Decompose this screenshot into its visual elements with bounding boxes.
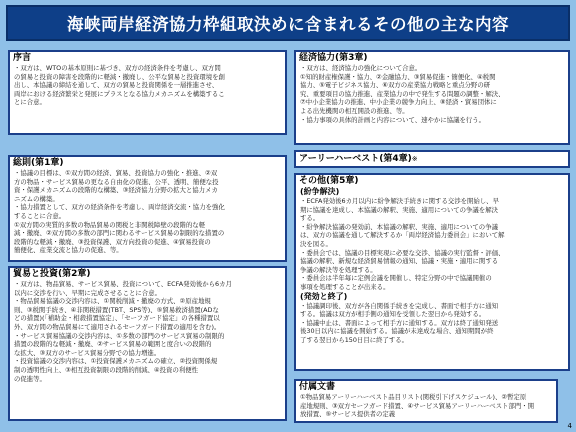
text-line: ⑦中小企業協力の推進、中小企業の競争力向上、⑧経済・貿易団体に: [300, 98, 497, 107]
trade-box: [8, 266, 287, 421]
annex-heading: 付属文書: [299, 382, 336, 392]
slide-title: 海峡両岸経済協力枠組取決めに含まれるその他の主な内容: [67, 15, 509, 34]
economic-box: [294, 50, 570, 145]
text-line: ・双方は、WTOの基本原則に基づき、双方の経済条件を考慮し、双方間: [14, 64, 221, 72]
text-line: は、双方の協議を通して解決するか「両岸経済協力委員会」において解: [300, 231, 505, 240]
dispute-subheading: (紛争解決): [300, 187, 340, 196]
economic-body: [296, 64, 568, 124]
text-line: 制の透明性向上、③相互投資制限の段階的削減、④投資の利便性: [14, 365, 199, 374]
text-line: 減・撤廃、②双方間の多数の部門に関わるサービス貿易の制限的な措置の: [14, 229, 225, 238]
annex-body: [296, 393, 556, 419]
text-line: ・協力事項の具体的計画と内容について、速やかに協議を行う。: [300, 115, 486, 124]
text-line: 決を図る。: [300, 239, 332, 248]
preamble-body: [10, 64, 285, 107]
general-heading: 総則(第1章): [13, 158, 64, 168]
text-line: ・委員会では、協議の目標実現に必要な交渉、協議の実行監督・評価、: [300, 248, 505, 257]
text-line: 資・保護メカニズムの段階的な構築、③経済協力分野の拡大と協力メカ: [14, 186, 218, 195]
text-line: 外、双方間の物品貿易にて適用されるセーフガード措置の適用を含む)。: [14, 322, 221, 331]
text-line: する。: [300, 214, 320, 223]
text-line: ・ECFA発効後6カ月以内に紛争解決手続きに関する交渉を開始し、早: [300, 197, 499, 205]
text-line: ①双方間の実質的多数の物品貿易の関税と非関税障壁の段階的な軽: [14, 220, 206, 229]
text-line: な拡大、③双方のサービス貿易分野での協力増進。: [14, 348, 161, 357]
text-line: 後30日以内に協議を開始する。協議が未達成な場合、通知期間が終: [300, 327, 494, 336]
text-line: ・物品貿易協議の交渉内容は、①関税削減・撤廃の方式、②原産地規: [14, 297, 211, 306]
annex-box: [294, 379, 558, 423]
text-line: 簡便化、産業交流と協力の促進、等。: [14, 246, 123, 255]
page-number: 4: [567, 422, 572, 430]
slide-title-bar: [6, 5, 570, 41]
general-box: [8, 155, 287, 262]
text-line: どの措置)(「補助金・相殺措置協定」、「セーフガード協定」の各種措置以: [14, 314, 220, 323]
others-box: [294, 173, 570, 371]
text-line: ・サービス貿易協議の交渉内容は、①多数の部門のサービス貿易の制限的: [14, 331, 225, 340]
trade-body: [10, 280, 285, 383]
text-line: 出し、本協議の締結を通して、双方の貿易と投資関係を一層推進させ、: [14, 81, 219, 90]
text-line: 協議の解釈、新規な経済貿易情報の通知、協議・実施・適用に関する: [300, 257, 499, 266]
preamble-heading: 序言: [13, 53, 32, 63]
text-line: 段階的な軽減・撤廃、③投資保護、双方向投資の促進、④貿易投資の: [14, 237, 211, 246]
early-harvest-note-mark: ※: [411, 155, 418, 163]
trade-heading: 貿易と投資(第2章): [13, 269, 91, 279]
text-line: 産地規則、③双方セーフガード措置、④サービス貿易アーリーハーベスト部門・開: [300, 401, 534, 410]
others-heading: その他(第5章): [299, 176, 359, 186]
text-line: 協力、⑤電子ビジネス協力、⑥双方の産業協力戦略と重点分野の研: [300, 81, 491, 90]
text-line: ・協議中止は、書面によって相手方に通知する。双方は終了通知発送: [300, 318, 499, 327]
text-line: 則、③税関手続き、④非関税措置(TBT、SPS等)、⑤貿易救済措置(ADな: [14, 305, 219, 314]
text-line: 究、重要項目の協力推進、産業協力の中で発生する問題の調整・解決、: [300, 89, 505, 98]
effect-subheading: (発効と終了): [300, 291, 348, 301]
text-line: する。協議は双方が相手側の通知を受領した翌日から発効する。: [300, 310, 486, 319]
text-line: ・双方は、物品貿易、サービス貿易、投資について、ECFA発効後から6カ月: [14, 280, 232, 288]
text-line: 以内に交渉を行い、早期に完成させることに合意。: [14, 288, 161, 297]
text-line: の貿易と投資の障害を段階的に軽減・撤廃し、公平な貿易と投資環境を創: [14, 72, 225, 81]
text-line: ・協議の目標は、①双方間の経済、貿易、投資協力の強化・推進、②双: [14, 169, 218, 177]
text-line: 事項を処理することが出来る。: [300, 282, 390, 291]
text-line: することに合意。: [14, 211, 66, 220]
text-line: ・協議調印後、双方が各自関係手続きを完成し、書面で相手方に通知: [300, 301, 499, 310]
text-line: 争議の解決等を処理する。: [300, 265, 377, 274]
text-line: よる出先機関の相互開設の推進、等。: [300, 106, 409, 115]
text-line: 期に協議を達成し、本協議の解釈、実施、適用についての争議を解決: [300, 205, 498, 214]
text-line: ①知的財産権保護・協力、②金融協力、③貿易促進・簡便化、④税関: [300, 72, 496, 81]
early-harvest-heading: [296, 152, 568, 165]
text-line: とに合意。: [14, 98, 46, 107]
early-harvest-box: [294, 150, 570, 168]
general-body: [10, 169, 285, 255]
text-line: の促進等。: [14, 374, 46, 383]
text-line: ニズムの構築。: [14, 194, 59, 203]
early-harvest-title: アーリーハーベスト(第4章): [299, 154, 412, 164]
text-line: ・委員会は半年毎に定例会議を開催し、特定分野の中で協議開催の: [300, 274, 492, 283]
text-line: ・投資協議の交渉内容は、①投資保護メカニズムの確立、②投資関係規: [14, 357, 218, 366]
text-line: 措置の段階的な軽減・撤廃、②サービス貿易の範囲と度合いの段階的: [14, 340, 212, 349]
text-line: 了する翌日から150日目に終了する。: [300, 335, 409, 344]
text-line: 放措置、⑤サービス提供者の定義: [300, 410, 396, 419]
text-line: ①物品貿易アーリーハーベスト品目リスト(関税引下げスケジュール)、②暫定原: [300, 393, 527, 401]
text-line: ・協力措置として、双方の経済条件を考慮し、両岸経済交流・協力を強化: [14, 203, 225, 212]
text-line: ・双方は、経済協力の強化について合意。: [300, 64, 422, 72]
others-body: [296, 187, 568, 345]
text-line: ・紛争解決協議の発効前、本協議の解釈、実施、適用についての争議: [300, 222, 498, 231]
text-line: 両岸における経済繁栄と発展にプラスとなる協力メカニズムを構築するこ: [14, 89, 225, 98]
economic-heading: 経済協力(第3章): [299, 53, 368, 63]
text-line: 方の物品・サービス貿易の更なる自由化の促進、公平、透明、簡便な投: [14, 177, 219, 186]
preamble-box: [8, 50, 287, 135]
